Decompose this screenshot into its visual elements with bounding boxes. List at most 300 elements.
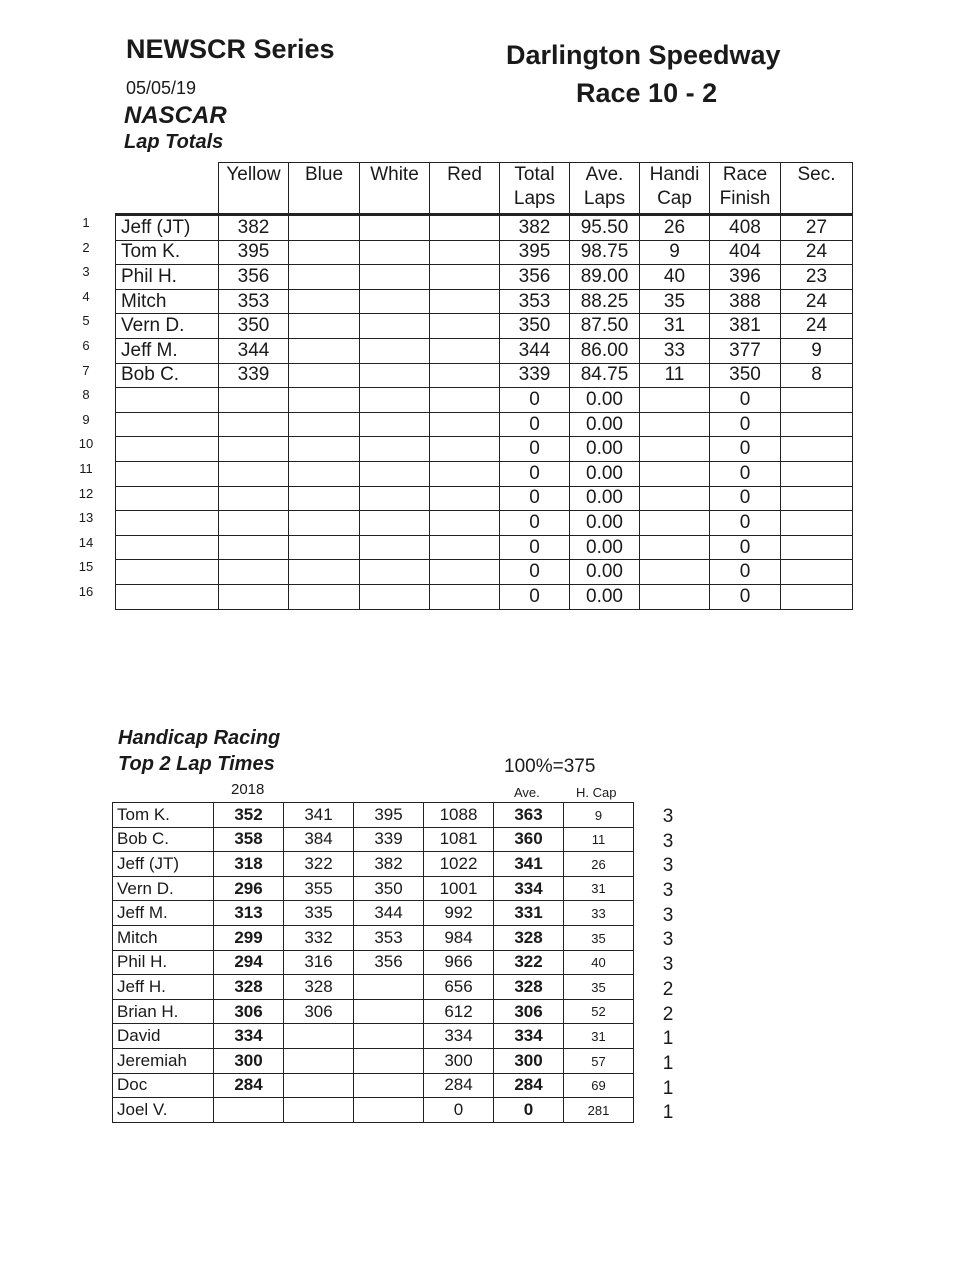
cell-ave: 0.00 <box>570 560 640 585</box>
cell-name <box>116 560 219 585</box>
cell-blue <box>289 535 360 560</box>
cell-handi: 31 <box>640 314 710 339</box>
cell-yellow <box>219 461 289 486</box>
cell-yellow <box>219 388 289 413</box>
cell-name <box>116 486 219 511</box>
cell-c2 <box>284 1024 354 1049</box>
cell-blue <box>289 584 360 609</box>
race-title: Race 10 - 2 <box>576 78 718 108</box>
cell-name <box>116 388 219 413</box>
cell-y2018: 296 <box>214 876 284 901</box>
cell-sec <box>781 412 853 437</box>
cell-blue <box>289 338 360 363</box>
cell-handi: 26 <box>640 215 710 241</box>
cell-name <box>116 584 219 609</box>
table-row <box>116 535 853 560</box>
cell-sec <box>781 560 853 585</box>
cell-y2018: 318 <box>214 852 284 877</box>
cell-finish: 0 <box>710 412 781 437</box>
cell-sec: 9 <box>781 338 853 363</box>
col-header: Yellow <box>219 163 289 215</box>
handicap-table <box>112 802 634 1123</box>
cell-ave: 98.75 <box>570 240 640 265</box>
cell-total: 0 <box>500 461 570 486</box>
table-row <box>116 289 853 314</box>
cell-white <box>360 584 430 609</box>
cell-name <box>116 437 219 462</box>
cell-blue <box>289 314 360 339</box>
cell-y2018: 306 <box>214 999 284 1024</box>
race-date: 05/05/19 <box>126 78 197 98</box>
cell-hcap: 281 <box>564 1098 634 1123</box>
cell-yellow <box>219 486 289 511</box>
cell-ave: 363 <box>494 803 564 828</box>
cell-name: Jeff H. <box>113 975 214 1000</box>
count-value: 3 <box>662 855 674 877</box>
cell-sec: 24 <box>781 314 853 339</box>
cell-handi <box>640 486 710 511</box>
cell-blue <box>289 265 360 290</box>
cell-c2: 328 <box>284 975 354 1000</box>
cell-y2018: 294 <box>214 950 284 975</box>
cell-red <box>430 437 500 462</box>
cell-name: Jeff (JT) <box>116 215 219 241</box>
table-row <box>113 950 634 975</box>
cell-sec <box>781 511 853 536</box>
cell-finish: 0 <box>710 437 781 462</box>
cell-name: Vern D. <box>113 876 214 901</box>
cell-y2018: 299 <box>214 925 284 950</box>
cell-red <box>430 461 500 486</box>
table-row <box>113 1024 634 1049</box>
table-row <box>116 412 853 437</box>
row-number: 9 <box>82 411 90 427</box>
cell-hcap: 69 <box>564 1073 634 1098</box>
table-row <box>113 901 634 926</box>
cell-blue <box>289 560 360 585</box>
cell-white <box>360 511 430 536</box>
count-value: 1 <box>662 1028 674 1050</box>
cell-white <box>360 560 430 585</box>
cell-ave: 0 <box>494 1098 564 1123</box>
cell-total: 1022 <box>424 852 494 877</box>
table-row <box>116 486 853 511</box>
cell-sec <box>781 388 853 413</box>
cell-ave: 86.00 <box>570 338 640 363</box>
row-number: 13 <box>78 510 94 526</box>
cell-y2018: 313 <box>214 901 284 926</box>
cell-white <box>360 289 430 314</box>
cell-name: Bob C. <box>116 363 219 388</box>
table-row <box>116 363 853 388</box>
cell-handi <box>640 388 710 413</box>
cell-total: 1088 <box>424 803 494 828</box>
ave-label: Ave. <box>514 785 540 800</box>
cell-total: 992 <box>424 901 494 926</box>
cell-ave: 89.00 <box>570 265 640 290</box>
cell-c3: 382 <box>354 852 424 877</box>
row-number: 3 <box>82 264 90 280</box>
cell-white <box>360 314 430 339</box>
col-header: Total Laps <box>500 163 570 215</box>
cell-c2: 355 <box>284 876 354 901</box>
cell-sec: 24 <box>781 240 853 265</box>
cell-name: Doc <box>113 1073 214 1098</box>
table-row <box>113 1048 634 1073</box>
row-number: 10 <box>78 436 94 452</box>
table-row <box>113 975 634 1000</box>
cell-finish: 396 <box>710 265 781 290</box>
cell-finish: 0 <box>710 486 781 511</box>
cell-c3: 344 <box>354 901 424 926</box>
cell-c3: 395 <box>354 803 424 828</box>
table-row <box>116 388 853 413</box>
cell-ave: 0.00 <box>570 461 640 486</box>
track-title: Darlington Speedway <box>506 40 781 70</box>
cell-name: Brian H. <box>113 999 214 1024</box>
cell-name: Vern D. <box>116 314 219 339</box>
cell-name <box>116 511 219 536</box>
cell-hcap: 26 <box>564 852 634 877</box>
col-header: Sec. <box>781 163 853 215</box>
cell-c2 <box>284 1098 354 1123</box>
cell-blue <box>289 461 360 486</box>
cell-ave: 300 <box>494 1048 564 1073</box>
cell-white <box>360 240 430 265</box>
row-number: 1 <box>82 215 90 230</box>
table-row <box>113 876 634 901</box>
cell-total: 612 <box>424 999 494 1024</box>
cell-ave: 87.50 <box>570 314 640 339</box>
cell-finish: 350 <box>710 363 781 388</box>
cell-handi <box>640 511 710 536</box>
year-label: 2018 <box>231 781 265 798</box>
row-number: 12 <box>78 485 94 501</box>
cell-ave: 84.75 <box>570 363 640 388</box>
col-header: Blue <box>289 163 360 215</box>
cell-c3: 339 <box>354 827 424 852</box>
cell-red <box>430 388 500 413</box>
cell-white <box>360 535 430 560</box>
cell-total: 966 <box>424 950 494 975</box>
table-row <box>116 511 853 536</box>
cell-total: 0 <box>500 584 570 609</box>
cell-white <box>360 412 430 437</box>
cell-yellow: 382 <box>219 215 289 241</box>
cell-finish: 408 <box>710 215 781 241</box>
cell-finish: 0 <box>710 461 781 486</box>
cell-sec: 23 <box>781 265 853 290</box>
cell-white <box>360 461 430 486</box>
cell-ave: 88.25 <box>570 289 640 314</box>
cell-blue <box>289 511 360 536</box>
cell-sec: 8 <box>781 363 853 388</box>
cell-yellow: 356 <box>219 265 289 290</box>
cell-red <box>430 240 500 265</box>
cell-red <box>430 289 500 314</box>
count-value: 3 <box>662 806 674 827</box>
row-number: 7 <box>82 362 90 378</box>
cell-sec <box>781 584 853 609</box>
cell-name: Jeremiah <box>113 1048 214 1073</box>
cell-total: 0 <box>424 1098 494 1123</box>
cell-name: Bob C. <box>113 827 214 852</box>
cell-yellow: 344 <box>219 338 289 363</box>
cell-name: Jeff M. <box>116 338 219 363</box>
table-row <box>113 803 634 828</box>
cell-total: 350 <box>500 314 570 339</box>
cell-sec <box>781 486 853 511</box>
cell-ave: 328 <box>494 925 564 950</box>
cell-red <box>430 584 500 609</box>
handicap-heading: Handicap Racing <box>118 727 281 749</box>
cell-hcap: 33 <box>564 901 634 926</box>
cell-c2: 316 <box>284 950 354 975</box>
cell-c2: 332 <box>284 925 354 950</box>
cell-y2018 <box>214 1098 284 1123</box>
cell-blue <box>289 215 360 241</box>
cell-white <box>360 388 430 413</box>
cell-finish: 0 <box>710 560 781 585</box>
cell-ave: 328 <box>494 975 564 1000</box>
cell-blue <box>289 486 360 511</box>
cell-name: Phil H. <box>113 950 214 975</box>
table-row <box>113 925 634 950</box>
cell-name <box>116 461 219 486</box>
cell-y2018: 334 <box>214 1024 284 1049</box>
cell-finish: 381 <box>710 314 781 339</box>
cell-hcap: 31 <box>564 876 634 901</box>
cell-y2018: 300 <box>214 1048 284 1073</box>
cell-c3: 356 <box>354 950 424 975</box>
cell-white <box>360 265 430 290</box>
cell-ave: 341 <box>494 852 564 877</box>
row-number: 16 <box>78 583 94 599</box>
cell-ave: 331 <box>494 901 564 926</box>
cell-c3: 350 <box>354 876 424 901</box>
cell-finish: 0 <box>710 535 781 560</box>
cell-c3 <box>354 999 424 1024</box>
cell-name <box>116 535 219 560</box>
cell-ave: 0.00 <box>570 486 640 511</box>
cell-finish: 0 <box>710 511 781 536</box>
cell-total: 395 <box>500 240 570 265</box>
cell-total: 0 <box>500 560 570 585</box>
cell-handi: 9 <box>640 240 710 265</box>
cell-total: 334 <box>424 1024 494 1049</box>
cell-handi <box>640 535 710 560</box>
cell-handi <box>640 461 710 486</box>
cell-total: 353 <box>500 289 570 314</box>
cell-handi <box>640 412 710 437</box>
cell-y2018: 358 <box>214 827 284 852</box>
cell-total: 339 <box>500 363 570 388</box>
cell-name: Jeff M. <box>113 901 214 926</box>
table-row <box>113 827 634 852</box>
cell-total: 344 <box>500 338 570 363</box>
cell-white <box>360 215 430 241</box>
cell-name: Tom K. <box>116 240 219 265</box>
organization-label: NASCAR <box>124 102 227 129</box>
hcap-label: H. Cap <box>576 785 617 800</box>
cell-ave: 0.00 <box>570 535 640 560</box>
cell-c3 <box>354 1024 424 1049</box>
series-title: NEWSCR Series <box>126 34 335 64</box>
row-number: 6 <box>82 337 90 353</box>
cell-yellow: 350 <box>219 314 289 339</box>
cell-red <box>430 486 500 511</box>
header-blank <box>116 163 219 215</box>
cell-total: 0 <box>500 486 570 511</box>
cell-c2: 341 <box>284 803 354 828</box>
cell-finish: 377 <box>710 338 781 363</box>
cell-name: Mitch <box>116 289 219 314</box>
cell-ave: 360 <box>494 827 564 852</box>
cell-red <box>430 511 500 536</box>
row-number: 8 <box>82 387 90 403</box>
count-value: 2 <box>662 978 674 1000</box>
cell-red <box>430 560 500 585</box>
cell-total: 1001 <box>424 876 494 901</box>
table-row <box>116 461 853 486</box>
cell-c2: 322 <box>284 852 354 877</box>
cell-blue <box>289 437 360 462</box>
row-number: 11 <box>79 460 93 476</box>
table-row <box>116 437 853 462</box>
cell-c2: 335 <box>284 901 354 926</box>
table-row <box>116 338 853 363</box>
cell-sec: 27 <box>781 215 853 241</box>
cell-white <box>360 338 430 363</box>
cell-handi: 40 <box>640 265 710 290</box>
cell-red <box>430 265 500 290</box>
cell-white <box>360 363 430 388</box>
col-header: Handi Cap <box>640 163 710 215</box>
count-value: 3 <box>662 904 674 926</box>
cell-handi <box>640 584 710 609</box>
cell-hcap: 9 <box>564 803 634 828</box>
cell-white <box>360 437 430 462</box>
cell-total: 656 <box>424 975 494 1000</box>
cell-finish: 388 <box>710 289 781 314</box>
cell-y2018: 284 <box>214 1073 284 1098</box>
cell-ave: 284 <box>494 1073 564 1098</box>
table-row <box>116 240 853 265</box>
table-row <box>116 560 853 585</box>
cell-finish: 0 <box>710 388 781 413</box>
cell-name: Jeff (JT) <box>113 852 214 877</box>
cell-ave: 322 <box>494 950 564 975</box>
table-row <box>116 265 853 290</box>
cell-yellow <box>219 584 289 609</box>
cell-y2018: 352 <box>214 803 284 828</box>
cell-c3 <box>354 1048 424 1073</box>
table-row <box>113 1073 634 1098</box>
cell-hcap: 11 <box>564 827 634 852</box>
cell-total: 0 <box>500 437 570 462</box>
cell-name: Mitch <box>113 925 214 950</box>
cell-hcap: 35 <box>564 925 634 950</box>
count-value: 1 <box>662 1102 674 1124</box>
table-row <box>116 314 853 339</box>
cell-total: 356 <box>500 265 570 290</box>
cell-hcap: 40 <box>564 950 634 975</box>
cell-c2 <box>284 1073 354 1098</box>
row-number-column <box>76 211 96 605</box>
cell-ave: 0.00 <box>570 511 640 536</box>
cell-y2018: 328 <box>214 975 284 1000</box>
cell-sec: 24 <box>781 289 853 314</box>
table-row <box>116 215 853 241</box>
cell-total: 0 <box>500 412 570 437</box>
cell-yellow: 395 <box>219 240 289 265</box>
cell-total: 382 <box>500 215 570 241</box>
cell-total: 0 <box>500 535 570 560</box>
cell-red <box>430 363 500 388</box>
cell-ave: 0.00 <box>570 437 640 462</box>
cell-hcap: 31 <box>564 1024 634 1049</box>
table-row <box>116 584 853 609</box>
count-value: 1 <box>662 1077 674 1099</box>
row-number: 4 <box>82 288 90 304</box>
cell-red <box>430 314 500 339</box>
count-value: 3 <box>662 929 674 951</box>
cell-red <box>430 215 500 241</box>
col-header: Ave. Laps <box>570 163 640 215</box>
cell-ave: 306 <box>494 999 564 1024</box>
cell-sec <box>781 461 853 486</box>
cell-c3 <box>354 1098 424 1123</box>
cell-c2: 306 <box>284 999 354 1024</box>
cell-yellow <box>219 560 289 585</box>
cell-ave: 334 <box>494 876 564 901</box>
cell-c2: 384 <box>284 827 354 852</box>
cell-handi <box>640 560 710 585</box>
cell-red <box>430 412 500 437</box>
cell-blue <box>289 412 360 437</box>
cell-handi: 11 <box>640 363 710 388</box>
cell-hcap: 57 <box>564 1048 634 1073</box>
cell-handi: 33 <box>640 338 710 363</box>
cell-yellow: 339 <box>219 363 289 388</box>
cell-blue <box>289 240 360 265</box>
cell-ave: 0.00 <box>570 584 640 609</box>
cell-c3: 353 <box>354 925 424 950</box>
cell-handi <box>640 437 710 462</box>
cell-total: 0 <box>500 511 570 536</box>
cell-red <box>430 535 500 560</box>
cell-c2 <box>284 1048 354 1073</box>
top-laps-heading: Top 2 Lap Times <box>118 753 275 775</box>
lap-totals-heading: Lap Totals <box>124 131 224 153</box>
row-number: 2 <box>82 239 90 255</box>
cell-total: 0 <box>500 388 570 413</box>
count-value: 1 <box>662 1052 674 1074</box>
cell-yellow: 353 <box>219 289 289 314</box>
table-row <box>113 1098 634 1123</box>
row-number: 5 <box>82 313 90 329</box>
cell-hcap: 35 <box>564 975 634 1000</box>
count-value: 3 <box>662 880 674 902</box>
percent-note: 100%=375 <box>504 756 596 777</box>
row-number: 14 <box>78 534 94 550</box>
cell-blue <box>289 289 360 314</box>
cell-total: 284 <box>424 1073 494 1098</box>
cell-c3 <box>354 1073 424 1098</box>
cell-yellow <box>219 511 289 536</box>
cell-total: 1081 <box>424 827 494 852</box>
cell-yellow <box>219 535 289 560</box>
